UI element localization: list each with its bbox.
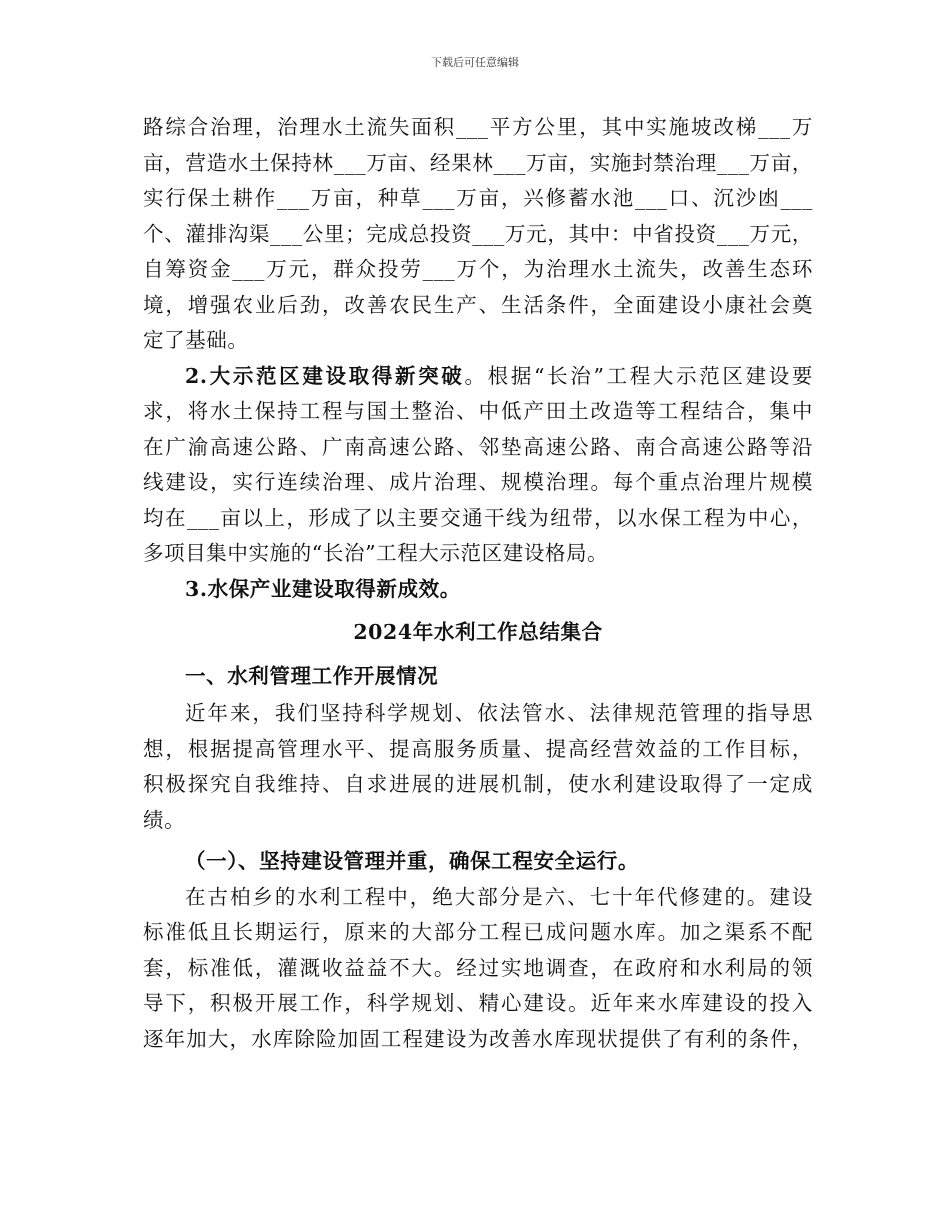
text-line: 定了基础。 [143,328,249,352]
page-header: 下载后可任意编辑 [431,56,519,69]
text-line: 标准低且长期运行，原来的大部分工程已成问题水库。加之渠系不配 [143,920,813,944]
paragraph-water-soil-treatment [143,110,813,359]
text-line: 路综合治理，治理水土流失面积___平方公里，其中实施坡改梯___万 [143,115,813,139]
subsection-heading: （一）、坚持建设管理并重，确保工程安全运行。 [185,849,639,873]
text-line: 多项目集中实施的“长治”工程大示范区建设格局。 [143,541,609,565]
text-line: 套，标准低，灌溉收益益不大。经过实地调查，在政府和水利局的领 [143,955,813,980]
text-line: 均在___亩以上，形成了以主要交通干线为纽带，以水保工程为中心， [143,505,813,530]
text-line: 逐年加大，水库除险加固工程建设为改善水库现状提供了有利的条件， [143,1026,813,1051]
text-line: 绩。 [143,807,186,832]
paragraph-demonstration-zone [143,359,813,572]
paragraph-management-overview [143,696,813,838]
text-line: 实行保土耕作___万亩，种草___万亩，兴修蓄水池___口、沉沙凼___ [143,186,813,210]
text-line [143,359,813,395]
text-line: 境，增强农业后劲，改善农民生产、生活条件，全面建设小康社会奠 [143,292,813,317]
text-line: 线建设，实行连续治理、成片治理、规模治理。每个重点治理片规模 [143,470,813,494]
paragraph-construction-management [143,880,813,1058]
text-line: 积极探究自我维持、自求进展的进展机制，使水利建设取得了一定成 [143,772,813,796]
text-line: 近年来，我们坚持科学规划、依法管水、法律规范管理的指导思 [185,701,813,725]
text-line: 自筹资金___万元，群众投劳___万个，为治理水土流失，改善生态环 [143,257,813,281]
text-line: 求，将水土保持工程与国土整治、中低产田土改造等工程结合，集中 [143,399,813,423]
document-title: 2024年水利工作总结集合 [353,620,603,644]
text-line: 在广渝高速公路、广南高速公路、邻垫高速公路、南合高速公路等沿 [143,434,813,459]
text-line: 导下，积极开展工作，科学规划、精心建设。近年来水库建设的投入 [143,991,813,1015]
text-run: 。根据“长治”工程大示范区建设要 [464,363,814,388]
section-heading: 一、水利管理工作开展情况 [185,663,439,688]
text-line: 亩，营造水土保持林___万亩、经果林___万亩，实施封禁治理___万亩， [143,150,813,175]
text-line: 个、灌排沟渠___公里；完成总投资___万元，其中：中省投资___万元， [143,221,813,246]
paragraph-water-industry-heading: 3.水保产业建设取得新成效。 [185,576,461,601]
text-line: 在古柏乡的水利工程中，绝大部分是六、七十年代修建的。建设 [185,884,813,909]
paragraph-lead-heading: 2.大示范区建设取得新突破 [185,363,465,388]
document-body [143,110,813,1057]
text-line: 想，根据提高管理水平、提高服务质量、提高经营效益的工作目标， [143,736,813,761]
